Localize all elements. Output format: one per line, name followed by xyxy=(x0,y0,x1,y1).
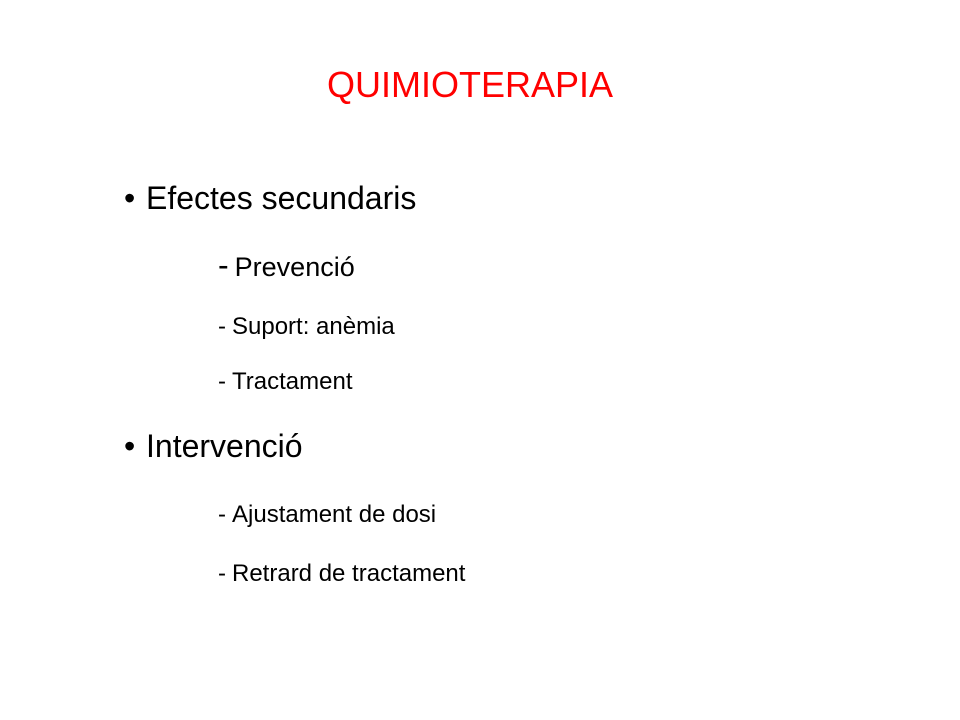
sub-item-ajustament: Ajustament de dosi xyxy=(232,501,437,528)
sub-item xyxy=(218,367,352,397)
sub-item xyxy=(218,559,465,589)
bullet-marker: • xyxy=(124,180,136,216)
sub-item-suport: Suport: anèmia xyxy=(232,313,395,340)
sub-item xyxy=(218,247,355,283)
bullet-heading-efectes: Efectes secundaris xyxy=(146,180,417,216)
sub-item-prevencio: Prevenció xyxy=(234,252,355,282)
bullet-heading-intervencio: Intervenció xyxy=(146,428,303,464)
slide-title: QUIMIOTERAPIA xyxy=(326,64,614,105)
bullet-item xyxy=(124,178,416,218)
dash-marker: - xyxy=(218,313,226,340)
dash-marker: - xyxy=(218,368,226,395)
sub-item-retrard: Retrard de tractament xyxy=(232,560,466,587)
bullet-item xyxy=(124,426,303,466)
bullet-marker: • xyxy=(124,428,136,464)
dash-marker: - xyxy=(218,501,226,528)
sub-item xyxy=(218,312,395,342)
sub-item-tractament: Tractament xyxy=(232,368,353,395)
sub-item xyxy=(218,500,436,530)
dash-marker: - xyxy=(218,247,229,283)
dash-marker: - xyxy=(218,560,226,587)
